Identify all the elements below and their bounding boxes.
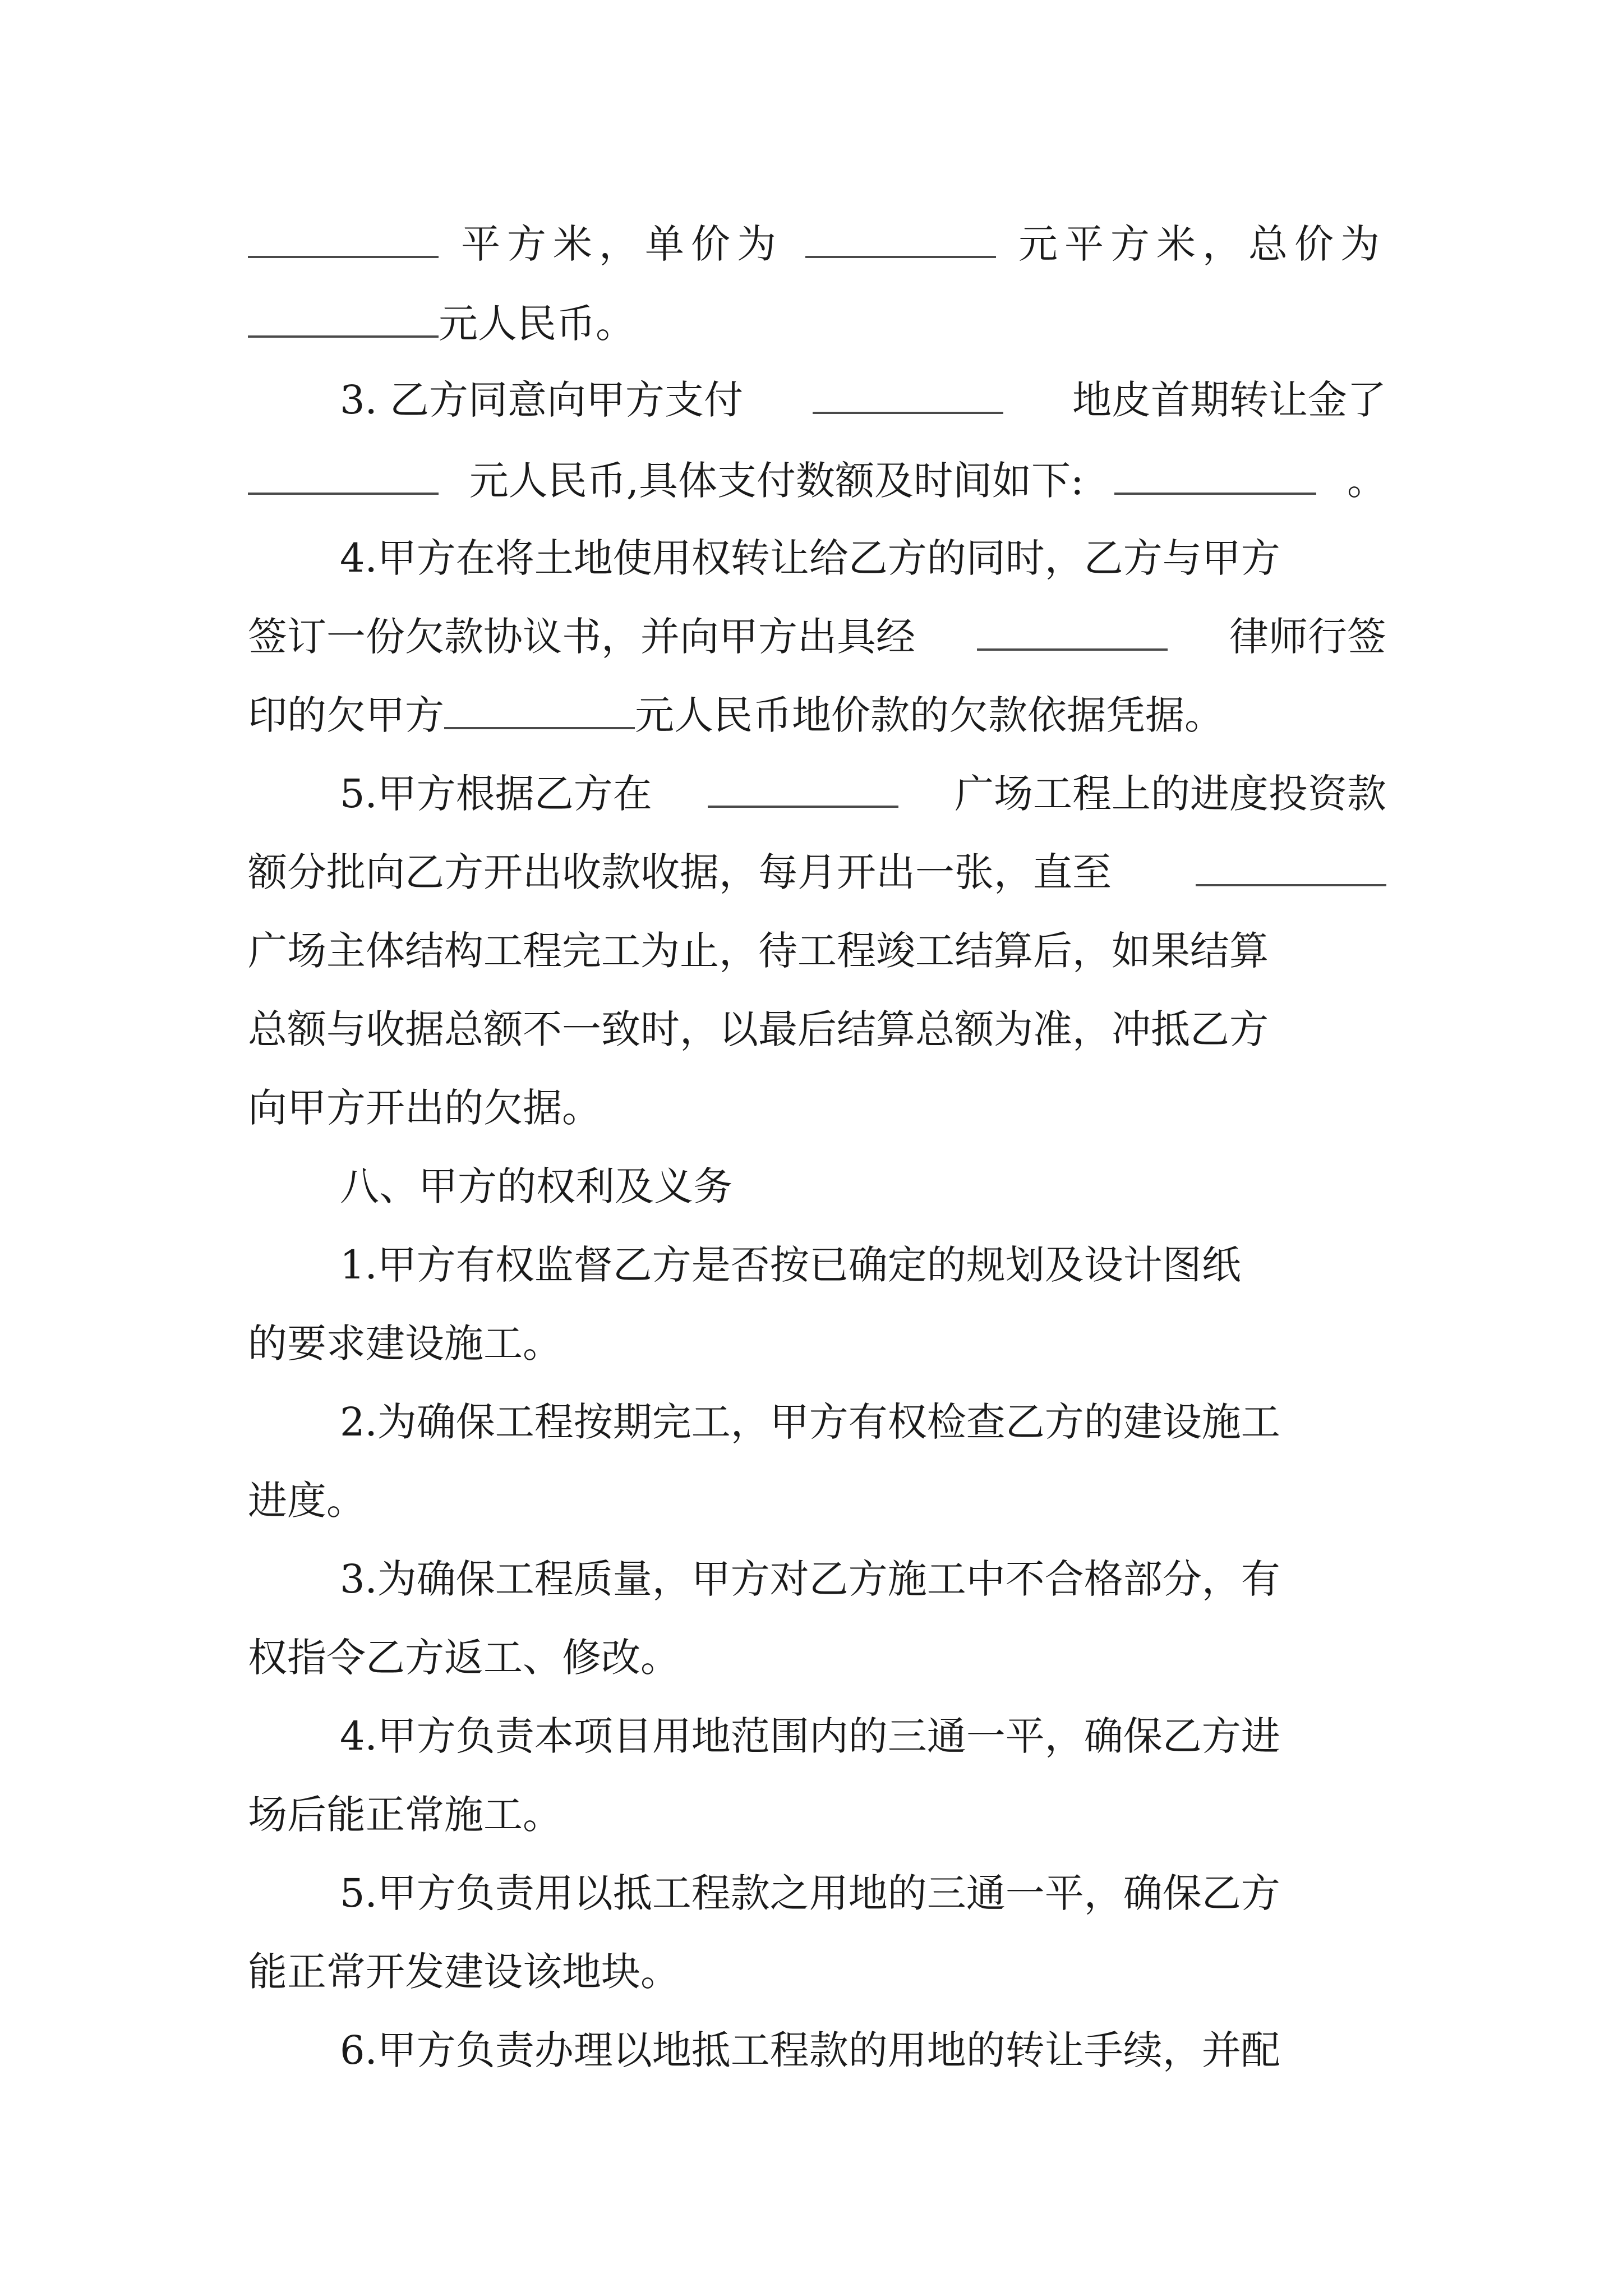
text-segment: 6.甲方负责办理以地抵工程款的用地的转让手续，并配 — [340, 2027, 1280, 2073]
fill-blank — [813, 412, 1003, 414]
text-line — [340, 2025, 1386, 2076]
fill-blank — [444, 727, 635, 729]
text-line — [248, 1318, 1386, 1369]
fill-blank — [1114, 493, 1316, 495]
text-line — [248, 1632, 1386, 1683]
text-segment: 。 — [1347, 458, 1386, 504]
text-segment: 的要求建设施工。 — [248, 1320, 562, 1366]
fill-blank — [248, 256, 439, 258]
text-segment: 能正常开发建设该地块。 — [248, 1949, 680, 1995]
fill-blank — [977, 648, 1168, 651]
text-segment: 元平方米，总价为 — [1018, 221, 1386, 267]
text-segment: 总额与收据总额不一致时，以最后结算总额为准，冲抵乙方 — [248, 1006, 1269, 1052]
text-line — [340, 375, 1386, 425]
text-segment: 额分批向乙方开出收款收据，每月开出一张，直至 — [248, 849, 1112, 895]
text-segment: 场后能正常施工。 — [248, 1792, 562, 1838]
text-line — [248, 690, 1386, 740]
text-line — [248, 1947, 1386, 1997]
text-line — [248, 611, 1386, 662]
text-line — [340, 1554, 1386, 1604]
text-segment: 3. 乙方同意向甲方支付 — [340, 377, 744, 423]
text-line — [340, 1868, 1386, 1918]
fill-blank — [1196, 884, 1386, 886]
fill-blank — [708, 806, 898, 808]
fill-blank — [248, 335, 439, 338]
text-line — [248, 847, 1386, 898]
text-segment: 元人民币,具体支付数额及时间如下: — [469, 458, 1084, 504]
text-line — [248, 926, 1386, 976]
text-line — [248, 1004, 1386, 1055]
text-segment: 4.甲方在将土地使用权转让给乙方的同时，乙方与甲方 — [340, 535, 1280, 581]
fill-blank — [248, 493, 439, 495]
section-heading — [340, 1161, 1386, 1212]
fill-blank — [805, 256, 996, 258]
text-line — [248, 219, 1386, 269]
text-segment: 1.甲方有权监督乙方是否按已确定的规划及设计图纸 — [340, 1242, 1241, 1288]
text-line — [340, 533, 1386, 583]
text-segment: 广场工程上的进度投资款 — [954, 771, 1386, 817]
text-segment: 5.甲方根据乙方在 — [340, 771, 652, 817]
text-line — [248, 1475, 1386, 1526]
text-line — [248, 298, 1386, 349]
section-heading-text: 八、甲方的权利及义务 — [340, 1163, 732, 1209]
text-segment: 进度。 — [248, 1478, 366, 1524]
text-segment: 元人民币。 — [439, 301, 635, 347]
text-line — [248, 1789, 1386, 1840]
text-line — [340, 1711, 1386, 1761]
text-segment: 3.为确保工程质量，甲方对乙方施工中不合格部分，有 — [340, 1556, 1280, 1602]
text-segment: 广场主体结构工程完工为止，待工程竣工结算后，如果结算 — [248, 928, 1269, 974]
text-line — [340, 1397, 1386, 1447]
text-segment: 2.为确保工程按期完工，甲方有权检查乙方的建设施工 — [340, 1399, 1280, 1445]
text-segment: 元人民币地价款的欠款依据凭据。 — [635, 692, 1224, 738]
text-segment: 权指令乙方返工、修改。 — [248, 1635, 680, 1681]
text-line — [248, 455, 1386, 506]
text-segment: 5.甲方负责用以抵工程款之用地的三通一平，确保乙方 — [340, 1870, 1280, 1916]
text-segment: 律师行签 — [1229, 614, 1386, 660]
text-line — [340, 1240, 1386, 1290]
text-segment: 向甲方开出的欠据。 — [248, 1085, 601, 1131]
text-line — [340, 769, 1386, 819]
text-segment: 印的欠甲方 — [248, 692, 444, 738]
text-segment: 地皮首期转让金了 — [1072, 377, 1386, 423]
text-segment: 平方米，单价为 — [461, 221, 783, 267]
text-segment: 签订一份欠款协议书，并向甲方出具经 — [248, 614, 915, 660]
text-segment: 4.甲方负责本项目用地范围内的三通一平，确保乙方进 — [340, 1713, 1280, 1759]
text-line — [248, 1083, 1386, 1133]
